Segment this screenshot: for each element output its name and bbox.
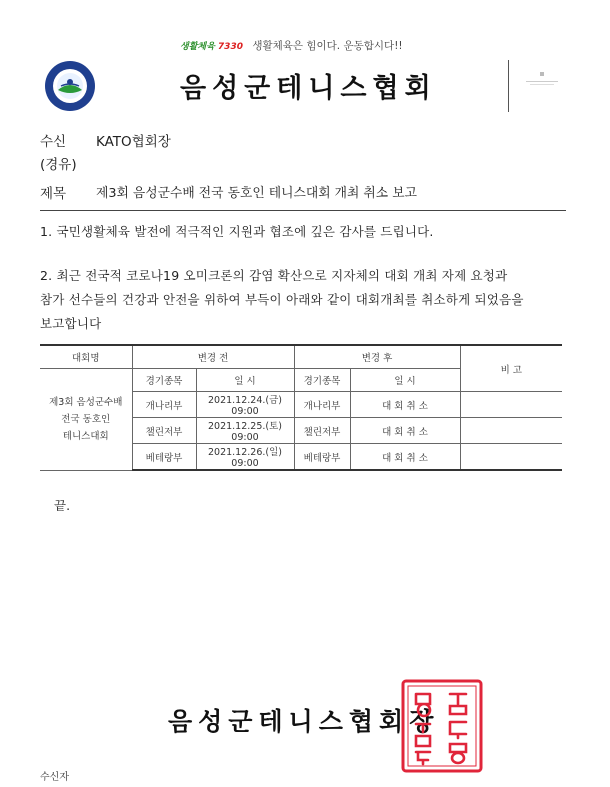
subject-label: 제목 — [40, 186, 67, 202]
event-name-line: 전국 동호인 — [61, 413, 111, 425]
division-before: 챌린저부 — [132, 418, 196, 444]
header-after: 변경 후 — [294, 345, 460, 369]
division-after: 챌린저부 — [294, 418, 350, 444]
note-cell — [460, 418, 562, 444]
signature: 음성군테니스협회장 — [168, 707, 440, 736]
paragraph-2-line-2: 참가 선수들의 건강과 안전을 위하여 부득이 아래와 같이 대회개최를 취소하게 되었음을 — [40, 292, 524, 307]
schedule-table — [40, 344, 562, 471]
slogan — [180, 38, 403, 53]
header-event: 대회명 — [40, 345, 132, 369]
official-seal-icon — [400, 678, 484, 774]
slogan-text: 생활체육은 힘이다. 운동합시다!! — [252, 40, 403, 52]
subheader-date-after: 일 시 — [350, 369, 460, 392]
via-label: (경유) — [40, 157, 77, 173]
page-title: 음성군테니스협회 — [180, 73, 437, 104]
datetime: 2021.12.26.(일) 09:00 — [196, 444, 294, 471]
division-after: 개나리부 — [294, 392, 350, 418]
paragraph-1: 1. 국민생활체육 발전에 적극적인 지원과 협조에 깊은 감사를 드립니다. — [40, 224, 434, 239]
status: 대 회 취 소 — [350, 418, 460, 444]
note-cell — [460, 392, 562, 418]
small-logo-icon — [520, 70, 564, 90]
subheader-date-before: 일 시 — [196, 369, 294, 392]
end-mark: 끝. — [54, 498, 71, 513]
paragraph-2-line-1: 2. 최근 전국적 코로나19 오미크론의 감염 확산으로 지자체의 대회 개최 자제 요청과 — [40, 268, 508, 283]
status: 대 회 취 소 — [350, 392, 460, 418]
subheader-division-after: 경기종목 — [294, 369, 350, 392]
datetime: 2021.12.25.(토) 09:00 — [196, 418, 294, 444]
association-logo-icon — [44, 60, 96, 112]
slogan-mark-number: 7330 — [217, 42, 243, 52]
event-name-cell — [40, 369, 132, 471]
event-name-line: 테니스대회 — [62, 430, 109, 442]
division-after: 베테랑부 — [294, 444, 350, 471]
recipient-value: KATO협회장 — [96, 134, 171, 150]
paragraph-2-line-3: 보고합니다 — [40, 316, 102, 331]
division-before: 개나리부 — [132, 392, 196, 418]
note-cell — [460, 444, 562, 471]
subheader-division-before: 경기종목 — [132, 369, 196, 392]
status: 대 회 취 소 — [350, 444, 460, 471]
header-divider — [508, 60, 509, 112]
recipient-label: 수신 — [40, 134, 67, 150]
division-before: 베테랑부 — [132, 444, 196, 471]
receiver-label: 수신자 — [40, 772, 69, 783]
datetime: 2021.12.24.(금) 09:00 — [196, 392, 294, 418]
slogan-mark-text: 생활체육 — [180, 42, 215, 52]
header-before: 변경 전 — [132, 345, 294, 369]
slogan-mark — [180, 42, 243, 52]
header-note: 비 고 — [460, 345, 562, 392]
subject-value: 제3회 음성군수배 전국 동호인 테니스대회 개최 취소 보고 — [96, 186, 417, 201]
subject-divider — [40, 210, 566, 211]
event-name-line: 제3회 음성군수배 — [49, 396, 123, 408]
